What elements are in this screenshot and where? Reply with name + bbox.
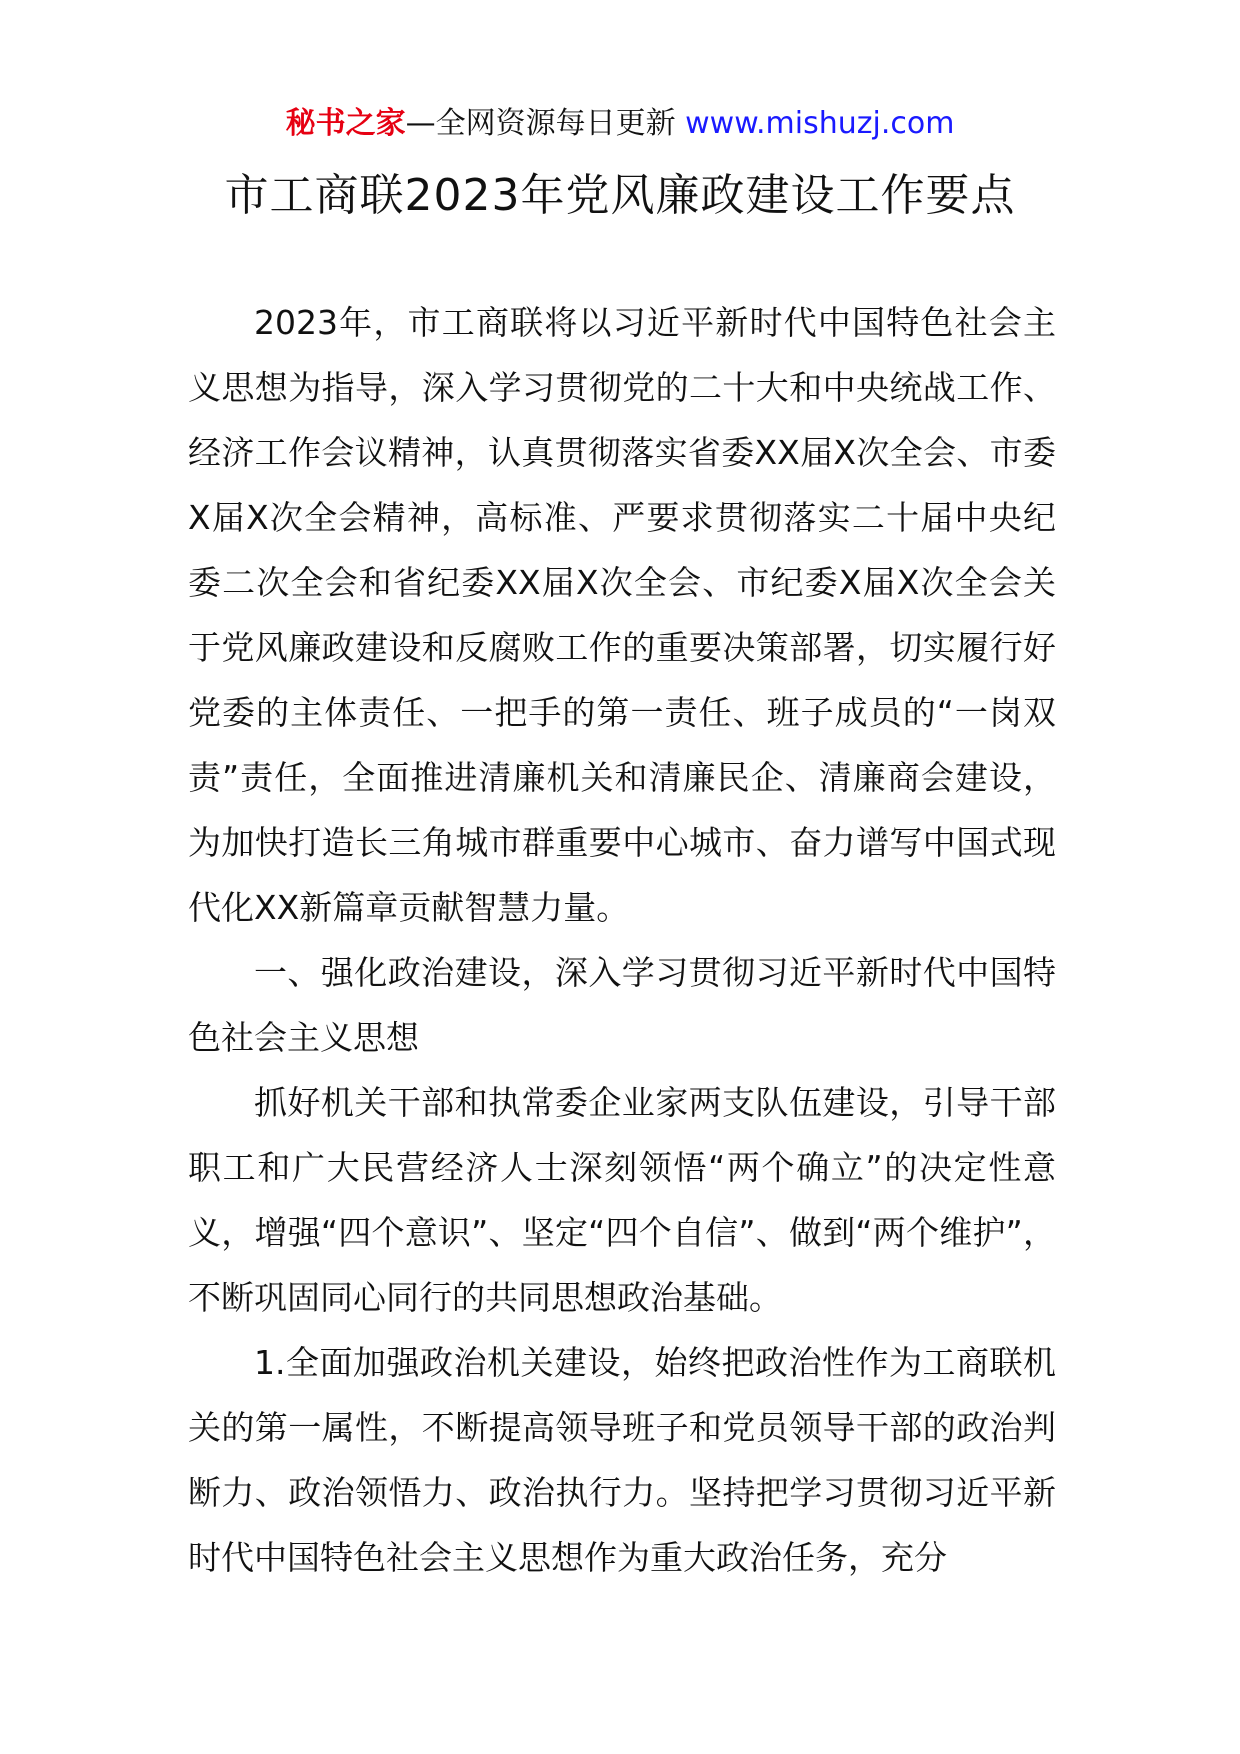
document-title: 市工商联2023年党风廉政建设工作要点 <box>224 170 1016 221</box>
document-body <box>188 290 1056 1590</box>
section-heading-1: 一、强化政治建设，深入学习贯彻习近平新时代中国特色社会主义思想 <box>188 953 1056 1057</box>
intro-paragraph: 2023年，市工商联将以习近平新时代中国特色社会主义思想为指导，深入学习贯彻党的二十大和中央统战工作、经济工作会议精神，认真贯彻落实省委XX届X次全会、市委X届X次全会精神，高标准、严要求贯彻落实二十届中央纪委二次全会和省纪委XX届X次全会、市纪委X届X次全会关于党风廉政建设和反腐败工作的重要决策部署，切实履行好党委的主体责任、一把手的第一责任、班子成员的“一岗双责”责任，全面推进清廉机关和清廉民企、清廉商会建设，为加快打造长三角城市群重要中心城市、奋力谱写中国式现代化XX新篇章贡献智慧力量。 <box>188 303 1056 927</box>
header-slogan: —全网资源每日更新 <box>405 106 686 141</box>
site-url-link[interactable]: www.mishuzj.com <box>685 106 955 141</box>
item-paragraph-1: 1.全面加强政治机关建设，始终把政治性作为工商联机关的第一属性，不断提高领导班子和党员领导干部的政治判断力、政治领悟力、政治执行力。坚持把学习贯彻习近平新时代中国特色社会主义思想作为重大政治任务，充分 <box>188 1343 1056 1577</box>
brand-name: 秘书之家 <box>285 106 406 141</box>
section-paragraph: 抓好机关干部和执常委企业家两支队伍建设，引导干部职工和广大民营经济人士深刻领悟“两个确立”的决定性意义，增强“四个意识”、坚定“四个自信”、做到“两个维护”，不断巩固同心同行的共同思想政治基础。 <box>188 1083 1056 1317</box>
site-header <box>0 104 1240 144</box>
